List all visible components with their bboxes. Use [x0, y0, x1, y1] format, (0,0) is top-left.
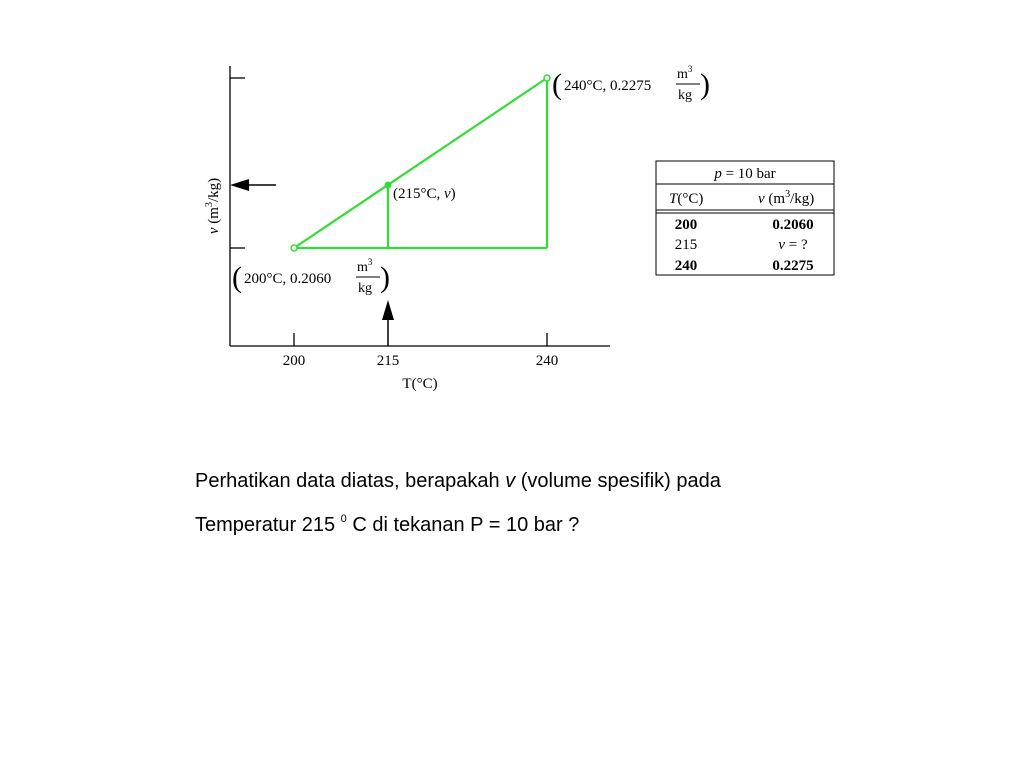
table-header-volume: v $(m^3/kg)$	[758, 189, 815, 207]
question-line-2: Temperatur 215 $^0$ C di tekanan P = 10 bar ?	[195, 513, 580, 536]
mid-point	[385, 182, 391, 188]
end-text: 240°C, 0.2275	[564, 78, 652, 94]
end-paren-close: )	[700, 68, 710, 101]
end-point	[544, 75, 550, 81]
end-paren-open: (	[552, 68, 562, 101]
end-point-label	[552, 64, 710, 103]
x-axis-label: T(°C)	[402, 376, 438, 392]
mid-point-label: (215°C, v)	[393, 186, 456, 202]
table-row-1-v: 0.2060	[772, 217, 814, 233]
start-unit-den: kg	[358, 281, 372, 296]
data-table	[656, 161, 834, 275]
table-row-1-t: 200	[674, 217, 698, 233]
table-title: p = 10 bar	[714, 166, 776, 182]
table-row-2-v: v = ?	[778, 237, 808, 253]
start-paren-close: )	[380, 261, 390, 294]
start-paren-open: (	[232, 261, 242, 294]
start-text: 200°C, 0.2060	[244, 271, 332, 287]
x-arrow-head	[382, 300, 394, 320]
y-axis-label: v $(m^3/kg)$	[204, 177, 222, 235]
table-header-temperature: T(°C)	[669, 191, 704, 207]
y-arrow-head	[230, 179, 249, 191]
x-tick-label-215: 215	[376, 353, 400, 369]
question-line-1: Perhatikan data diatas, berapakah v (volume spesifik) pada	[195, 470, 721, 492]
start-point	[291, 245, 297, 251]
x-tick-label-240: 240	[535, 353, 559, 369]
x-tick-label-200: 200	[282, 353, 306, 369]
end-unit-num: $m^3$	[677, 64, 693, 82]
question-text	[195, 462, 955, 544]
table-row-2-t: 215	[674, 237, 698, 253]
secant-line	[294, 78, 547, 248]
start-unit-num: $m^3$	[357, 257, 373, 275]
end-unit-den: kg	[678, 88, 692, 103]
table-row-3-v: 0.2275	[772, 258, 814, 274]
start-point-label	[232, 257, 390, 296]
table-row-3-t: 240	[674, 258, 698, 274]
